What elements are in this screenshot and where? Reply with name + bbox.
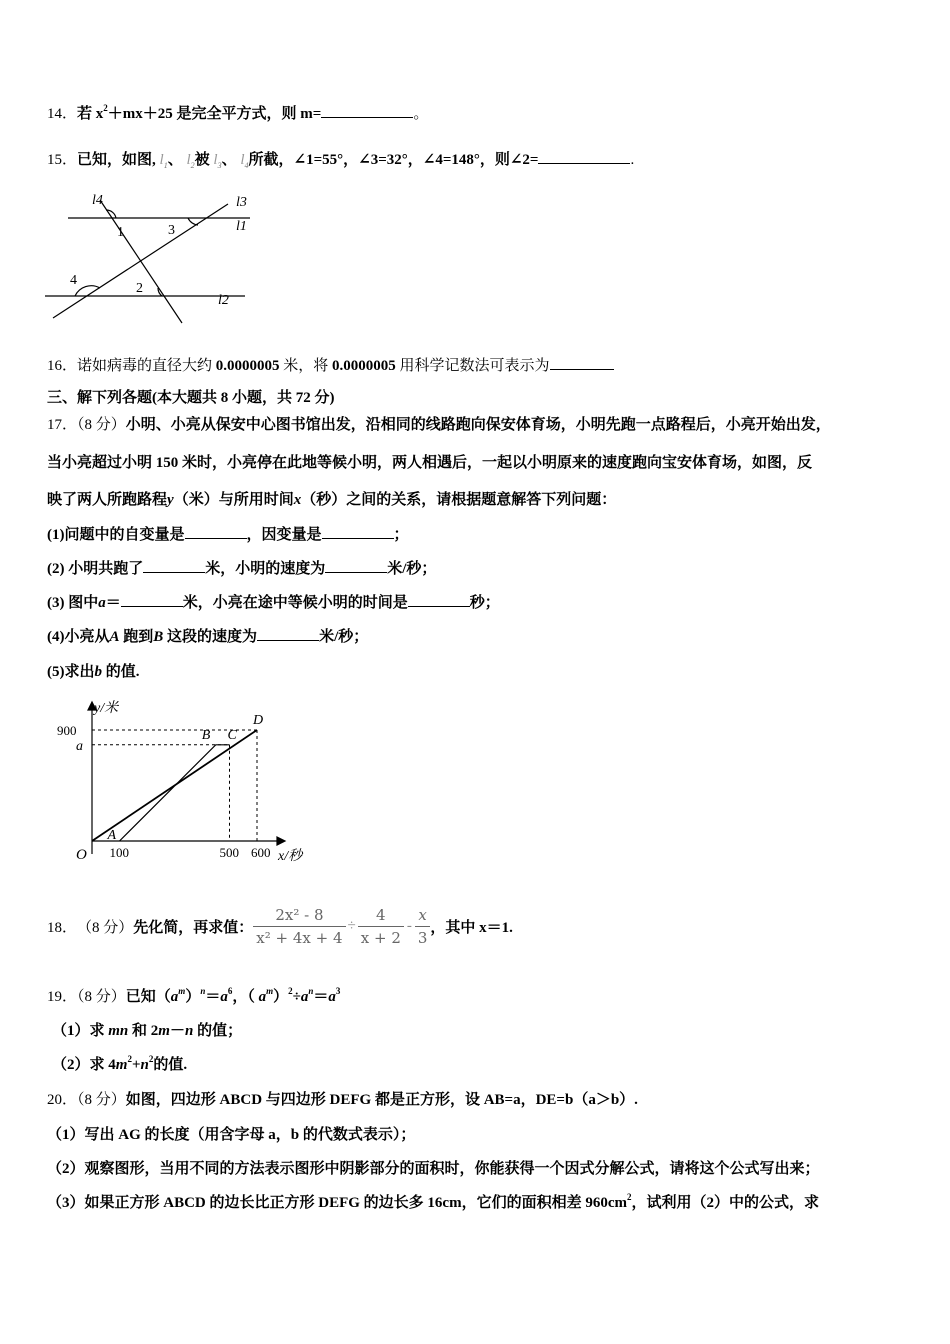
angle-arc-4	[75, 286, 100, 296]
q17-part-4: (4)小亮从A 跑到B 这段的速度为 米/秒；	[47, 625, 368, 646]
q18-fraction-3: $\frac{x}{3}$	[415, 906, 431, 947]
q17-number: 17．	[47, 417, 78, 433]
q15-end: .	[630, 152, 635, 168]
origin-label: O	[76, 847, 87, 863]
q18-divide: ÷	[347, 917, 356, 934]
question-20: 20．（8 分）如图，四边形 ABCD 与四边形 DEFG 都是正方形，设 AB=a，DE=b（a＞b）.	[47, 1092, 638, 1108]
question-19: 19．（8 分）已知$(a^m)^n=a^6$，（ $a^m)^2\div a^n=a^3$	[47, 986, 341, 1005]
y-tick-label-900: 900	[57, 723, 77, 738]
y-axis-label: y/米	[94, 701, 119, 716]
section-3-title: 三、解下列各题(本大题共 8 小题，共 72 分)	[47, 390, 335, 406]
label-l2: l2	[218, 293, 229, 308]
q19-part-2: （2）求 $4m^2+n^2$的值.	[52, 1054, 188, 1073]
q17-line-2: 当小亮超过小明 150 米时，小亮停在此地等候小明，两人相遇后，一起以小明原来的速度跑向宝安体育场，如图，反	[47, 455, 813, 471]
q17-line-3: 映了两人所跑路程y（米）与所用时间x（秒）之间的关系，请根据题意解答下列问题：	[47, 492, 617, 508]
q20-part-2: （2）观察图形，当用不同的方法表示图形中阴影部分的面积时，你能获得一个因式分解公式，请将这个公式写出来；	[47, 1161, 820, 1177]
question-14	[47, 102, 428, 123]
q17-p1-blank-1[interactable]	[185, 524, 247, 539]
question-15	[47, 148, 634, 170]
q14-text-b: ＋mx＋25 是完全平方式，则 m=	[107, 106, 322, 122]
q18-text-a: 先化简，再求值：	[133, 919, 254, 936]
series-line-xiaoming	[92, 727, 257, 841]
q19-part-1: （1）求 mn 和 2m－n 的值；	[52, 1023, 243, 1039]
q17-p2-blank-1[interactable]	[143, 558, 205, 573]
q16-text-a: 诺如病毒的直径大约	[77, 358, 213, 374]
y-tick-label-a: a	[76, 738, 83, 754]
label-l1: l1	[236, 219, 247, 234]
q16-answer-blank[interactable]	[550, 355, 614, 370]
q14-number: 14．	[47, 106, 78, 122]
q17-distance-time-chart	[52, 694, 322, 874]
label-angle-2: 2	[136, 281, 143, 296]
point-label-C: C	[227, 727, 237, 743]
q14-exponent: 2	[103, 103, 108, 113]
q14-answer-blank[interactable]	[321, 103, 413, 118]
q15-line-l2: $l_2$	[186, 152, 195, 170]
q18-score: （8 分）	[77, 919, 134, 936]
q18-text-b: ，其中 x＝1.	[430, 919, 513, 936]
q17-line-1-text: 小明、小亮从保安中心图书馆出发，沿相同的线路跑向保安体育场，小明先跑一点路程后，小亮开始出发，	[125, 417, 831, 433]
q15-text-a: 已知，如图,	[77, 152, 156, 168]
label-angle-3: 3	[168, 223, 175, 238]
q18-fraction-2: $\frac{4}{x + 2}$	[358, 906, 404, 947]
q17-p3-blank-1[interactable]	[121, 592, 183, 607]
q18-number: 18．	[47, 919, 78, 936]
question-17-line-1	[47, 413, 831, 434]
q17-part-1: (1)问题中的自变量是 ，因变量是 ；	[47, 523, 409, 544]
q15-text-b: 被	[194, 152, 210, 168]
q15-text-c: 所截，∠1=55°，∠3=32°，∠4=148°，则∠2=	[248, 152, 539, 168]
point-label-A: A	[107, 828, 117, 843]
q16-text-c: 用科学记数法可表示为	[399, 358, 550, 374]
q16-text-b: 米，将	[283, 358, 329, 374]
q15-line-l4: $l_4$	[240, 152, 249, 170]
q15-answer-blank[interactable]	[538, 149, 630, 164]
q17-score: （8 分）	[77, 417, 126, 433]
point-label-B: B	[201, 727, 211, 743]
x-axis-arrow	[277, 837, 285, 845]
question-16	[47, 354, 614, 375]
q14-text-a: 若 x	[77, 106, 104, 122]
point-label-D: D	[253, 713, 264, 728]
x-tick-label-100: 100	[109, 845, 129, 860]
label-l3: l3	[236, 195, 247, 210]
q17-part-5: (5)求出b 的值.	[47, 664, 140, 680]
label-angle-1: 1	[117, 225, 124, 240]
q15-number: 15．	[47, 152, 78, 168]
q15-sep-1: 、	[167, 152, 183, 168]
q17-part-2: (2) 小明共跑了 米，小明的速度为 米/秒；	[47, 557, 436, 578]
label-angle-4: 4	[70, 273, 77, 288]
x-tick-label-600: 600	[251, 845, 271, 860]
q17-p1-blank-2[interactable]	[322, 524, 394, 539]
q16-value-2: 0.0000005	[332, 358, 396, 374]
x-axis-label: x/秒	[278, 849, 303, 864]
q17-p2-blank-2[interactable]	[325, 558, 387, 573]
q17-p3-blank-2[interactable]	[408, 592, 470, 607]
q15-line-l3: $l_3$	[213, 152, 222, 170]
q20-part-3: （3）如果正方形 ABCD 的边长比正方形 DEFG 的边长多 16cm，它们的面积相差 $960cm^2$，试利用（2）中的公式，求	[47, 1192, 819, 1211]
q20-part-1: （1）写出 AG 的长度（用含字母 a，b 的代数式表示）；	[47, 1127, 416, 1143]
q15-sep-2: 、	[221, 152, 237, 168]
question-18	[47, 900, 513, 952]
q17-part-3: (3) 图中a＝ 米，小亮在途中等候小明的时间是 秒；	[47, 591, 500, 612]
q18-fraction-1: $\frac{\text{2x² - 8}}{\text{x² + 4x + 4}}$	[253, 906, 345, 947]
q16-value: 0.0000005	[215, 358, 280, 374]
q16-number: 16．	[47, 358, 78, 374]
q17-p4-blank[interactable]	[257, 626, 319, 641]
q15-line-l1: $l_1$	[159, 152, 168, 170]
label-l4: l4	[92, 193, 103, 208]
figure-15-lines	[40, 188, 260, 330]
q14-end: 。	[413, 106, 429, 122]
q18-minus: -	[406, 917, 412, 934]
x-tick-label-500: 500	[219, 845, 239, 860]
